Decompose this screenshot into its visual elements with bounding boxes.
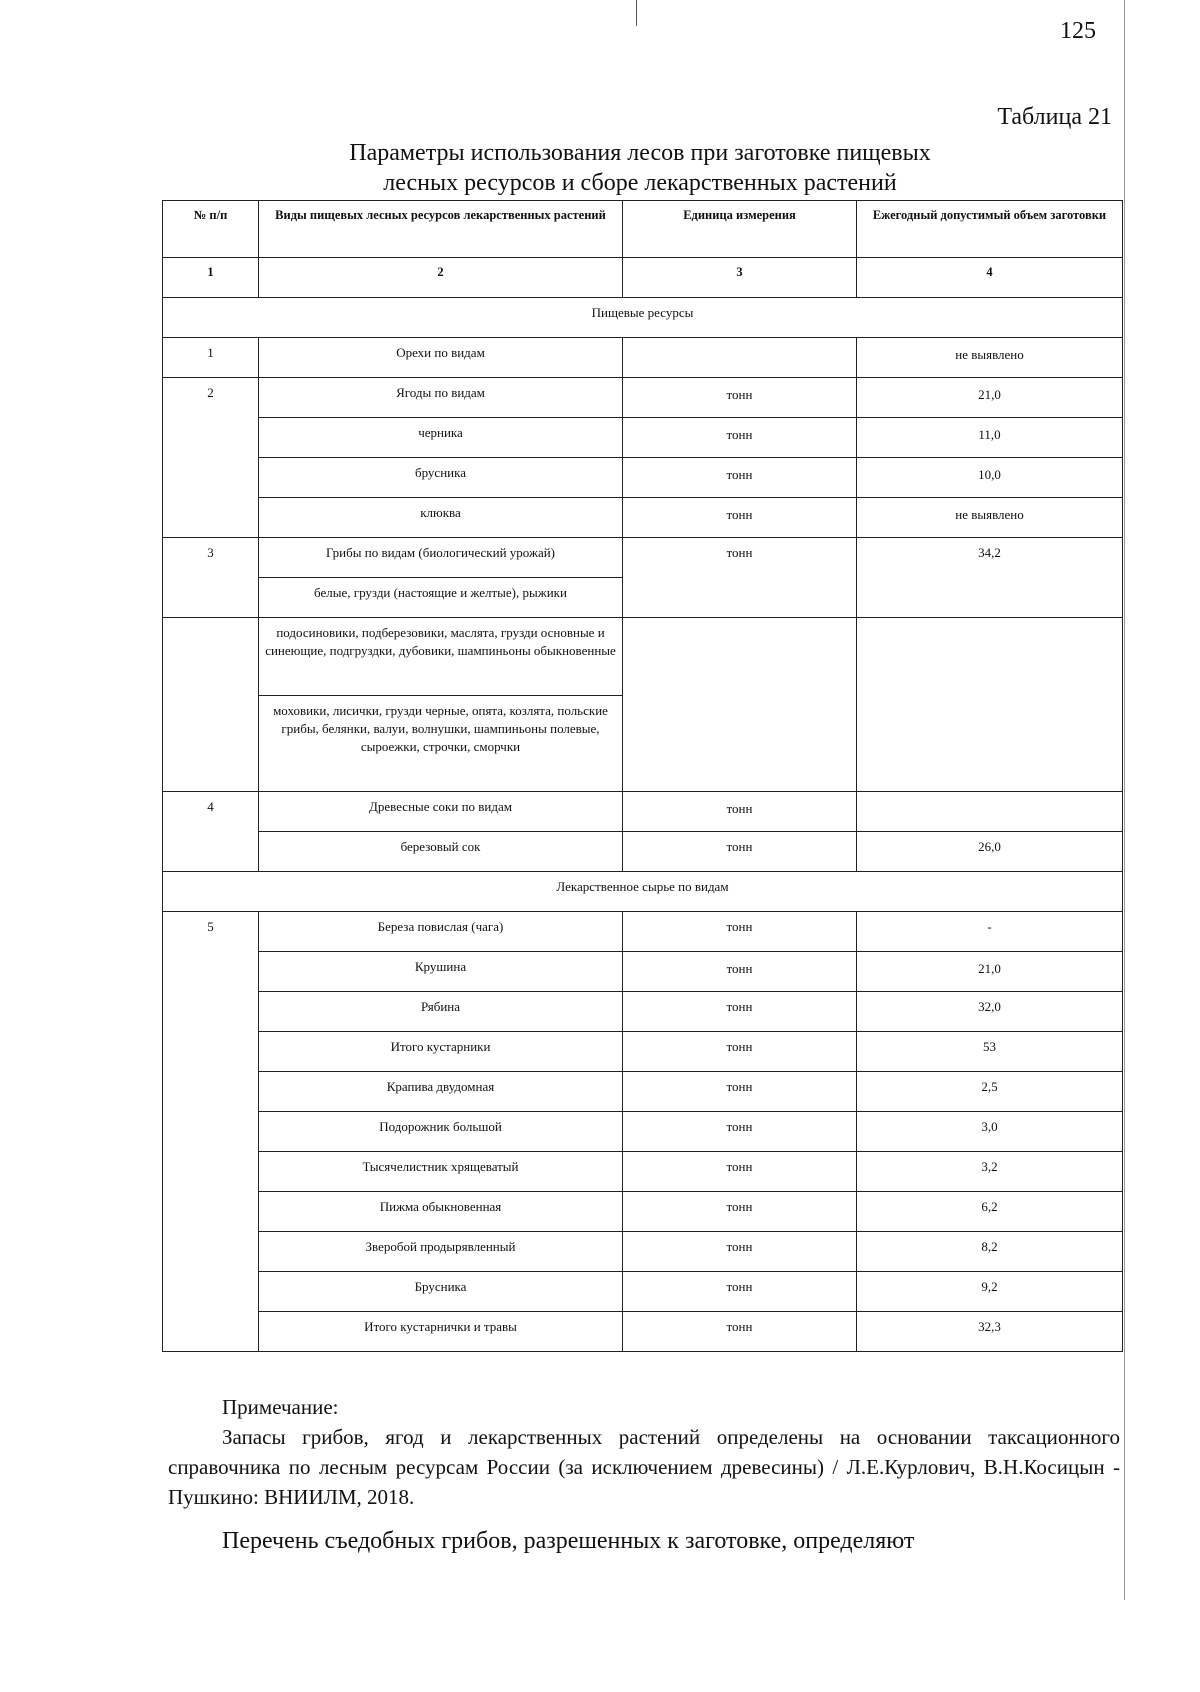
unit-cell: тонн xyxy=(623,1072,857,1112)
resource-name: Древесные соки по видам xyxy=(259,792,623,832)
resource-name: белые, грузди (настоящие и желтые), рыжики xyxy=(259,578,623,618)
table-row xyxy=(163,618,1123,696)
volume-cell: 3,2 xyxy=(857,1152,1123,1192)
volume-cell: не выявлено xyxy=(857,498,1123,538)
row-number: 1 xyxy=(163,338,259,378)
row-number-empty xyxy=(163,618,259,792)
table-row xyxy=(163,418,1123,458)
section-row xyxy=(163,298,1123,338)
volume-cell xyxy=(857,792,1123,832)
resource-name: Подорожник большой xyxy=(259,1112,623,1152)
resource-name: черника xyxy=(259,418,623,458)
section-title: Пищевые ресурсы xyxy=(163,298,1123,338)
resource-name: Рябина xyxy=(259,992,623,1032)
unit-cell: тонн xyxy=(623,1232,857,1272)
column-number-cell: 2 xyxy=(259,258,623,298)
table-title xyxy=(160,138,1120,198)
table-row xyxy=(163,832,1123,872)
unit-cell: тонн xyxy=(623,378,857,418)
scan-mark xyxy=(636,0,637,26)
table-row xyxy=(163,498,1123,538)
column-number-row xyxy=(163,258,1123,298)
volume-cell: 32,3 xyxy=(857,1312,1123,1352)
table-title-line: лесных ресурсов и сборе лекарственных растений xyxy=(383,170,897,196)
unit-cell: тонн xyxy=(623,498,857,538)
volume-cell-empty xyxy=(857,618,1123,792)
resource-name: Брусника xyxy=(259,1272,623,1312)
resource-name: Итого кустарники xyxy=(259,1032,623,1072)
row-number: 2 xyxy=(163,378,259,538)
volume-cell: не выявлено xyxy=(857,338,1123,378)
table-row xyxy=(163,792,1123,832)
table-label: Таблица 21 xyxy=(997,104,1112,130)
volume-cell: 26,0 xyxy=(857,832,1123,872)
row-number: 3 xyxy=(163,538,259,618)
volume-cell: 3,0 xyxy=(857,1112,1123,1152)
volume-cell: 21,0 xyxy=(857,378,1123,418)
column-number-cell: 1 xyxy=(163,258,259,298)
page-number: 125 xyxy=(1060,18,1096,44)
volume-cell: 10,0 xyxy=(857,458,1123,498)
row-number: 5 xyxy=(163,912,259,1352)
column-number-cell: 4 xyxy=(857,258,1123,298)
header-cell: № п/п xyxy=(163,201,259,258)
resource-name: Крапива двудомная xyxy=(259,1072,623,1112)
table-row xyxy=(163,1112,1123,1152)
resource-name: Орехи по видам xyxy=(259,338,623,378)
table-row xyxy=(163,1152,1123,1192)
table-row xyxy=(163,1072,1123,1112)
row-number: 4 xyxy=(163,792,259,872)
resource-name: клюква xyxy=(259,498,623,538)
table-row xyxy=(163,538,1123,578)
table-row xyxy=(163,1232,1123,1272)
unit-cell: тонн xyxy=(623,1112,857,1152)
volume-cell: 32,0 xyxy=(857,992,1123,1032)
table-row xyxy=(163,1312,1123,1352)
header-cell: Единица измерения xyxy=(623,201,857,258)
resource-name: Ягоды по видам xyxy=(259,378,623,418)
unit-cell: тонн xyxy=(623,792,857,832)
unit-cell-empty xyxy=(623,618,857,792)
table-row xyxy=(163,338,1123,378)
column-number-cell: 3 xyxy=(623,258,857,298)
unit-cell xyxy=(623,338,857,378)
header-cell: Виды пищевых лесных ресурсов лекарственных растений xyxy=(259,201,623,258)
table-row xyxy=(163,1272,1123,1312)
table-title-line: Параметры использования лесов при заготовке пищевых xyxy=(349,140,931,166)
resources-table xyxy=(162,200,1123,1352)
resource-name: Береза повислая (чага) xyxy=(259,912,623,952)
resource-name: березовый сок xyxy=(259,832,623,872)
volume-cell: 11,0 xyxy=(857,418,1123,458)
unit-cell: тонн xyxy=(623,912,857,952)
unit-cell: тонн xyxy=(623,1312,857,1352)
resource-name: Грибы по видам (биологический урожай) xyxy=(259,538,623,578)
volume-cell: 2,5 xyxy=(857,1072,1123,1112)
table-row xyxy=(163,458,1123,498)
volume-cell: - xyxy=(857,912,1123,952)
resource-name: Зверобой продырявленный xyxy=(259,1232,623,1272)
volume-cell: 21,0 xyxy=(857,952,1123,992)
unit-cell: тонн xyxy=(623,952,857,992)
unit-cell: тонн xyxy=(623,458,857,498)
table-row xyxy=(163,952,1123,992)
unit-cell: тонн xyxy=(623,832,857,872)
unit-cell: тонн xyxy=(623,1032,857,1072)
unit-cell: тонн xyxy=(623,992,857,1032)
unit-cell: тонн xyxy=(623,1192,857,1232)
resource-name: моховики, лисички, грузди черные, опята, козлята, польские грибы, белянки, валуи, волнушки, шампиньоны полевые, сыроежки, строчки, сморчки xyxy=(259,696,623,792)
table-row xyxy=(163,992,1123,1032)
unit-cell: тонн xyxy=(623,1152,857,1192)
volume-cell: 9,2 xyxy=(857,1272,1123,1312)
volume-cell: 34,2 xyxy=(857,538,1123,618)
scan-mark xyxy=(1124,0,1125,1600)
resource-name: Итого кустарнички и травы xyxy=(259,1312,623,1352)
volume-cell: 8,2 xyxy=(857,1232,1123,1272)
volume-cell: 6,2 xyxy=(857,1192,1123,1232)
table-row xyxy=(163,912,1123,952)
note-text: Запасы грибов, ягод и лекарственных растений определены на основании таксационного справочника по лесным ресурсам России (за исключением древесины) / Л.Е.Курлович, В.Н.Косицын - Пушкино: ВНИИЛМ, 2018. xyxy=(168,1425,1120,1509)
table-row xyxy=(163,378,1123,418)
note-title: Примечание: xyxy=(222,1395,339,1419)
body-text-line: Перечень съедобных грибов, разрешенных к заготовке, определяют xyxy=(222,1528,915,1554)
unit-cell: тонн xyxy=(623,1272,857,1312)
resource-name: Крушина xyxy=(259,952,623,992)
section-row xyxy=(163,872,1123,912)
table-row xyxy=(163,1032,1123,1072)
header-cell: Ежегодный допустимый объем заготовки xyxy=(857,201,1123,258)
resource-name: Тысячелистник хрящеватый xyxy=(259,1152,623,1192)
unit-cell: тонн xyxy=(623,418,857,458)
unit-cell: тонн xyxy=(623,538,857,618)
volume-cell: 53 xyxy=(857,1032,1123,1072)
table-header-row xyxy=(163,201,1123,258)
table-row xyxy=(163,1192,1123,1232)
resource-name: подосиновики, подберезовики, маслята, грузди основные и синеющие, подгруздки, дубовики, шампиньоны обыкновенные xyxy=(259,618,623,696)
resource-name: брусника xyxy=(259,458,623,498)
resource-name: Пижма обыкновенная xyxy=(259,1192,623,1232)
section-title: Лекарственное сырье по видам xyxy=(163,872,1123,912)
